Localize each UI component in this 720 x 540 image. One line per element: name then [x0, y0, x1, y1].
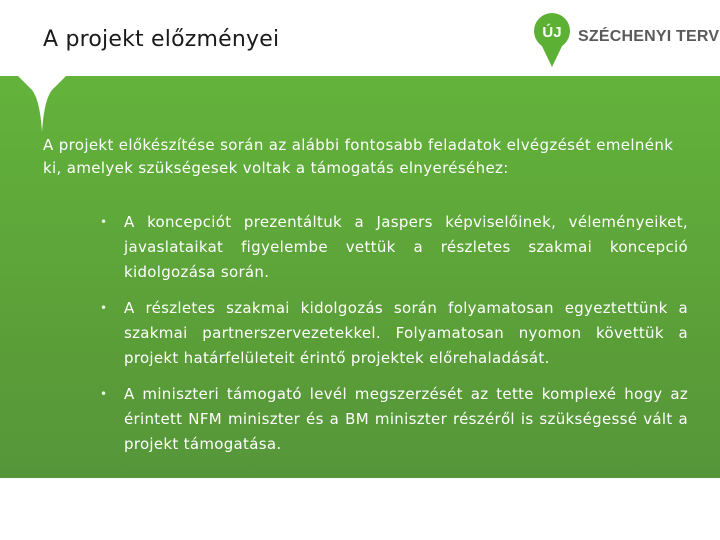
- list-item: [96, 210, 688, 285]
- bullet-list: [96, 210, 688, 468]
- bullet-icon: •: [100, 301, 108, 315]
- logo-brand-text: SZÉCHENYI TERV: [578, 28, 720, 45]
- logo-pin-icon: [532, 12, 572, 68]
- list-item: [96, 382, 688, 457]
- logo-badge-text: ÚJ: [542, 24, 562, 41]
- szechenyi-terv-logo: [530, 10, 720, 68]
- list-item-text: A koncepciót prezentáltuk a Jaspers képviselőinek, véleményeiket, javaslataikat figyelembe vettük a részletes szakmai koncepció kidolgozása során.: [124, 213, 688, 281]
- list-item: [96, 296, 688, 371]
- bullet-icon: •: [100, 215, 108, 229]
- intro-paragraph: A projekt előkészítése során az alábbi fontosabb feladatok elvégzését emelnénk ki, amelyek szükségesek voltak a támogatás elnyeréséhez:: [43, 136, 674, 177]
- bullet-icon: •: [100, 387, 108, 401]
- list-item-text: A részletes szakmai kidolgozás során folyamatosan egyeztettünk a szakmai partnerszervezetekkel. Folyamatosan nyomon követtük a projekt határfelületeit érintő projektek előrehaladását.: [124, 299, 688, 367]
- list-item-text: A miniszteri támogató levél megszerzését az tette komplexé hogy az érintett NFM miniszter és a BM miniszter részéről is szükségessé vált a projekt támogatása.: [124, 385, 688, 453]
- slide-title: A projekt előzményei: [43, 27, 280, 52]
- speech-pin-icon: [18, 66, 66, 138]
